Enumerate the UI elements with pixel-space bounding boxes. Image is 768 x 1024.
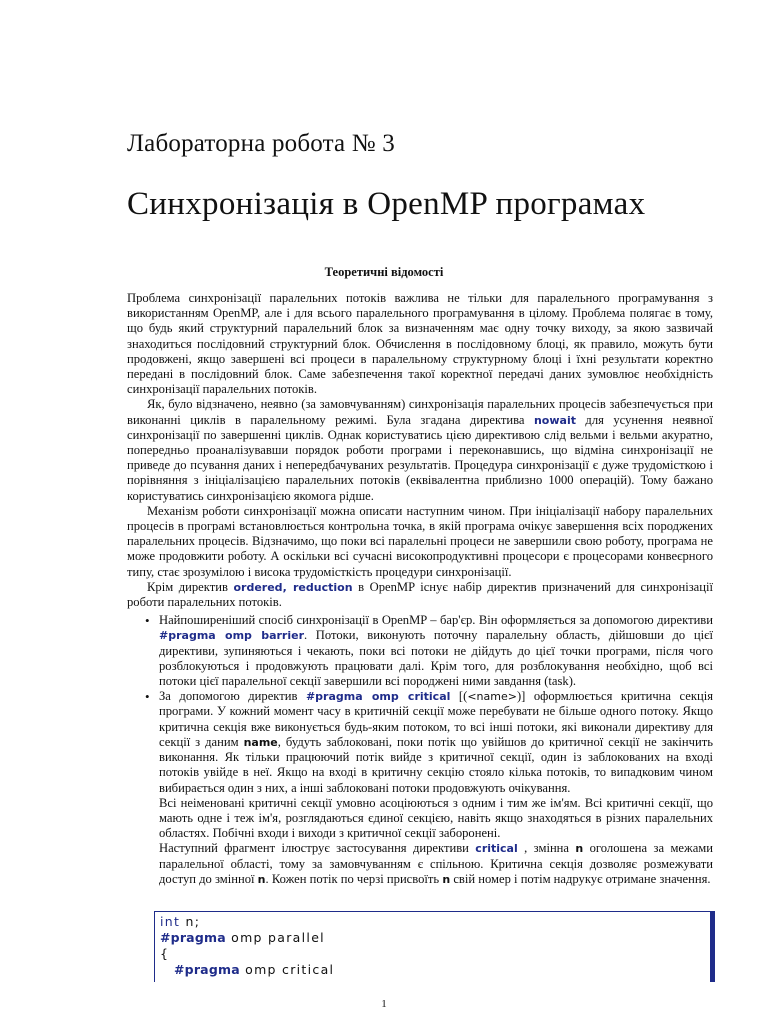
text-span: [( [450, 689, 468, 704]
keyword-ordered: ordered [233, 580, 283, 594]
variable-n: n [257, 872, 266, 886]
bullet-list [127, 613, 713, 887]
lab-title: Лабораторна робота № 3 [127, 130, 396, 157]
keyword-reduction: reduction [293, 580, 353, 594]
list-item-barrier [159, 613, 713, 689]
section-title: Теоретичні відомості [324, 265, 444, 279]
text-span: , змінна [517, 841, 576, 856]
keyword-pragma-barrier: #pragma omp barrier [159, 629, 305, 643]
code-line-1 [160, 914, 200, 929]
text-span: . Кожен потік по черзі присвоїть [265, 871, 443, 886]
page-number: 1 [381, 998, 387, 1010]
text-span: , будуть заблоковані, поки потік що увійшов до критичної секції не закінчить виконання. Як тільки працюючий потік вийде з критичної секції, один із заблокованих на вході потоків увійде в неї. Якщо на вході в критичну секцію стояло кілька потоків, то випадковим чином вибирається один з них, а інші заблоковані потоки продовжують очікування. [159, 734, 713, 795]
text-span: За допомогою директив [159, 689, 306, 704]
text-span: оголошена за межами паралельної області, тому за замовчуванням є спільною. Критична секція дозволяє розмежувати доступ до змінної [159, 841, 713, 886]
keyword-nowait: nowait [533, 413, 576, 427]
text-span: Крім директив [147, 579, 234, 594]
paragraph-directives [127, 580, 713, 610]
critical-paragraph-3 [159, 841, 713, 887]
code-keyword-int: int [160, 914, 181, 929]
main-title: Синхронізація в OpenMP програмах [127, 186, 646, 222]
code-line-2 [160, 930, 325, 945]
text-span: . Потоки, виконують поточну паралельну область, дійшовши до цієї директиви, зупиняються і чекають, поки всі потоки не дійдуть до цієї точки програми, після чого розблокуються і продовжують працювати далі. Крім того, для розблокування необхідно, щоб всі потоки цієї паралельної секції завершили всі породжені ними завдання (task). [159, 628, 713, 689]
keyword-separator: , [282, 580, 293, 594]
keyword-pragma-critical: #pragma omp critical [305, 690, 451, 704]
code-text: omp critical [239, 962, 335, 977]
text-span: Наступний фрагмент ілюструє застосування директиви [159, 841, 476, 856]
code-line-3: { [160, 946, 170, 961]
code-pragma: #pragma [174, 962, 240, 977]
variable-n: n [442, 872, 451, 886]
code-text: omp parallel [225, 930, 325, 945]
code-listing-bar [710, 912, 715, 982]
paragraph-implicit-sync [127, 397, 713, 503]
name-argument: <name> [467, 690, 517, 704]
text-span: )] оформлюється критична секція програми. У кожний момент часу в критичній секції може перебувати не більше одного потоку. Якщо критична секція вже виконується будь-яким потоком, то всі інші потоки, які виконали директиву для секції з даним [159, 689, 713, 749]
variable-n: n [575, 842, 584, 856]
keyword-critical: critical [475, 842, 518, 856]
text-span: Як, було відзначено, неявно (за замовчуванням) синхронізація паралельних процесів забезпечується при виконанні циклів в паралельному режимі. Була згадана директива [127, 397, 713, 427]
list-item-critical [159, 689, 713, 887]
code-line-4 [174, 962, 334, 977]
code-listing [154, 911, 715, 982]
keyword-name: name [243, 735, 278, 749]
critical-paragraph-1 [159, 689, 713, 795]
text-span: в OpenMP існує набір директив призначений для синхронізації роботи паралельних потоків. [127, 579, 713, 610]
text-span: свій номер і потім надрукує отримане значення. [450, 871, 711, 886]
text-span: для усунення неявної синхронізації по завершенні циклів. Однак користуватись цією директивою слід вельми і вельми акуратно, попередньо проаналізувавши порядок роботи програми і переконавшись, що відміна синхронізації не приведе до псування даних і непередбачуваних результатів. Процедура синхронізації є дуже трудомісткою і порівняння з ініціалізацією паралельних потоків (еквівалентна приблизно 1000 операцій). Тому бажано користуватись синхронізацією якомога рідше. [127, 412, 713, 503]
text-span: Найпоширеніший спосіб синхронізації в OpenMP – бар'єр. Він оформляється за допомогою директиви [159, 613, 713, 628]
critical-paragraph-2: Всі неіменовані критичні секції умовно асоціюються з одним і тим же ім'ям. Всі критичні секції, що мають одне і теж ім'я, розглядаються єдиної секцією, навіть якщо знаходяться в різних паралельних областях. Побічні входи і виходи з критичної секції заборонені. [159, 795, 713, 841]
paragraph-intro: Проблема синхронізації паралельних потоків важлива не тільки для паралельного програмування з використанням OpenMP, але і для всього паралельного програмування в цілому. Проблема полягає в тому, що будь який структурний паралельний блок за визначенням має одну точку виходу, за якою зазвичай знаходиться послідовний структурний блок. Обчислення в послідовному блоці, як правило, можуть бути продовжені, якщо завершені всі процеси в паралельному структурному блоці і їхні результати коректно передані в послідовний блок. Саме забезпечення такої коректної передачі даних зумовлює необхідність синхронізації паралельних потоків. [127, 291, 713, 397]
body-text [127, 291, 713, 887]
code-text: n; [180, 914, 201, 929]
code-pragma: #pragma [160, 930, 226, 945]
paragraph-mechanism: Механізм роботи синхронізації можна описати наступним чином. При ініціалізації набору паралельних процесів в програмі встановлюється контрольна точка, в якій програма очікує завершення всіх породжених паралельних процесів. Відзначимо, що поки всі паралельні процеси не завершили свою роботу, програма не може продовжити роботу. А оскільки всі сучасні високопродуктивні процесори є процесорами конвеєрного типу, стає зрозумілою і висока трудомісткість процедури синхронізації. [127, 503, 713, 579]
